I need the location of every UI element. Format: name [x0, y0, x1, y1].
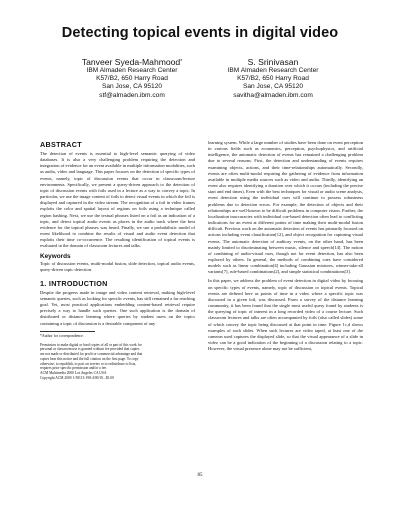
- permission-notice: [40, 343, 195, 381]
- permission-line: Copyright ACM 2000 1-58113-198-4/00/10...$5.00: [40, 375, 114, 380]
- permission-line: are not made or distributed for profit or commercial advantage and that: [40, 352, 143, 357]
- author-affiliation: IBM Almaden Research Center: [86, 67, 178, 74]
- page-number: 85: [197, 473, 203, 478]
- author-block: [203, 57, 343, 100]
- permission-line: otherwise, to republish, to post on servers or to redistribute to lists,: [40, 361, 137, 366]
- author-email: savitha@almaden.ibm.com: [233, 91, 313, 99]
- author-email: stf@almaden.ibm.com: [99, 91, 165, 99]
- body-paragraph: learning system. While a large number of studies have been done on event perception in various fields such as economics, perception, psychophysics, and artificial intelligence, the automatic detection of events has remained a challenging problem due to several reasons. First, the detection and understanding of events requires examining objects, actions, and their time-relationships automatically. Secondly, events are often multi-modal requiring the gathering of evidence from information available in multiple media sources such as video and audio. Thirdly, identifying an event also requires identifying a duration over which it occurs (including the precise start and end times). Even with the best techniques for visual or audio scene analysis, event detection using the individual cues will continue to possess robustness problems due to detection errors. For example, the detection of objects and their relationships are well-known to be difficult problems in computer vision. Further, the localization inaccuracies with individual cue-based detection often lead to conflicting indications for an event at different points of time making their multi-modal fusion difficult. Previous work on the automatic detection of events has primarily focused on actions including event classification[12], and object recognition for capturing visual events. The automatic detection of auditory events, on the other hand, has been mainly limited to discriminating between music, silence and speech[14]. The notion of combining of audio-visual cues, though not for event detection, has also been explored by others. In general, the methods of combining cues have considered models such as linear combination[4] including Gaussian mixtures, winner-take-all variants[7], rule-based combinations[2], and simple statistical combinations[3].: [208, 140, 363, 275]
- abstract-heading: ABSTRACT: [40, 140, 82, 149]
- correspondence-mark: *: [180, 59, 183, 65]
- introduction-heading: 1. INTRODUCTION: [40, 278, 108, 288]
- abstract-text: The detection of events is essential to high-level semantic querying of video databases. It is also a very challenging problem requiring the detection and integration of evidence for an event available in multiple information modalities, such as audio, video and language. This paper focuses on the detection of specific types of events, namely, topic of discussion events that occur in classroom/lecture environments. Specifically, we present a query-driven approach to the detection of topic of discussion events with foils used in a lecture as a way to convey a topic. In particular, we use the image content of foils to detect visual events in which the foil is displayed and captured in the video stream. The recognition of a foil in video frames exploits the color and spatial layout of regions on foils using a technique called region hashing. Next, we use the textual phrases listed on a foil as an indication of a topic, and detect topical audio events as places in the audio track where the best evidence for the topical phrases was heard. Finally, we use a probabilistic model of event likelihood to combine the results of visual and audio event detection that exploits their time co-occurrence. The resulting identification of topical events is evaluated in the domain of classroom lectures and talks.: [40, 151, 195, 249]
- author-address-line: K57/B2, 650 Harry Road: [96, 75, 168, 83]
- permission-line: ACM Multimedia 2000 Los Angeles CA USA: [40, 370, 107, 375]
- keywords-heading: Keywords: [40, 252, 71, 260]
- footnote: *Author for correspondence.: [40, 333, 84, 338]
- author-address-line: K57/B2, 650 Harry Road: [237, 75, 309, 83]
- permission-line: copies bear this notice and the full citation on the first page. To copy: [40, 356, 139, 361]
- author-name: S. Srinivasan: [247, 57, 299, 67]
- paper-title: Detecting topical events in digital video: [61, 25, 339, 41]
- right-column: [208, 140, 363, 352]
- permission-line: requires prior specific permission and/or a fee.: [40, 366, 107, 371]
- permission-line: Permission to make digital or hard copies of all or part of this work for: [40, 342, 142, 347]
- left-column: [40, 140, 195, 380]
- author-address-line: San Jose, CA 95120: [242, 83, 304, 91]
- author-name: Tanveer Syeda-Mahmood*: [81, 57, 183, 67]
- permission-line: personal or classroom use is granted without fee provided that copies: [40, 347, 140, 352]
- keywords-text: Topic of discussion events, multi-modal fusion, slide detection, topical audio events, query-driven topic detection.: [40, 260, 195, 272]
- author-block: [62, 57, 202, 100]
- introduction-text: Despite the progress made in image and video content retrieval, making high-level semantic queries, such as looking for specific events, has still remained a far reaching goal. Yet, most practical applications embedding content-based retrieval require precisely a way to handle such queries. One such application is the domain of distributed or distance learning where queries by student users on the topics containing a topic of discussion is a desirable component of any: [40, 289, 195, 326]
- author-affiliation: IBM Almaden Research Center: [227, 67, 319, 74]
- author-address-line: San Jose, CA 95120: [101, 83, 163, 91]
- body-paragraph: In this paper, we address the problem of event detection in digital video by focusing on specific types of events, namely, topic of discussion or topical events. Topical events are defined here as points of time in a video where a specific topic was discussed in a given foil, was discussed. From a survey of the distance learning community, it has been found that the single most useful query found by students is the querying of topic of interest in a long recorded video of a course lecture. Such classroom lectures and talks are often accompanied by foils (also called slides) some of which convey the topic being discussed at that point in time. Figure 1c,d shows examples of such slides. When such lectures are video taped, at least one of the cameras used captures the displayed slide, so that the visual appearance of a slide in video can be a good indication of the beginning of a discussion relating to a topic. However, the visual presence alone may not be sufficient,: [208, 278, 363, 352]
- footnote-rule: [40, 331, 95, 332]
